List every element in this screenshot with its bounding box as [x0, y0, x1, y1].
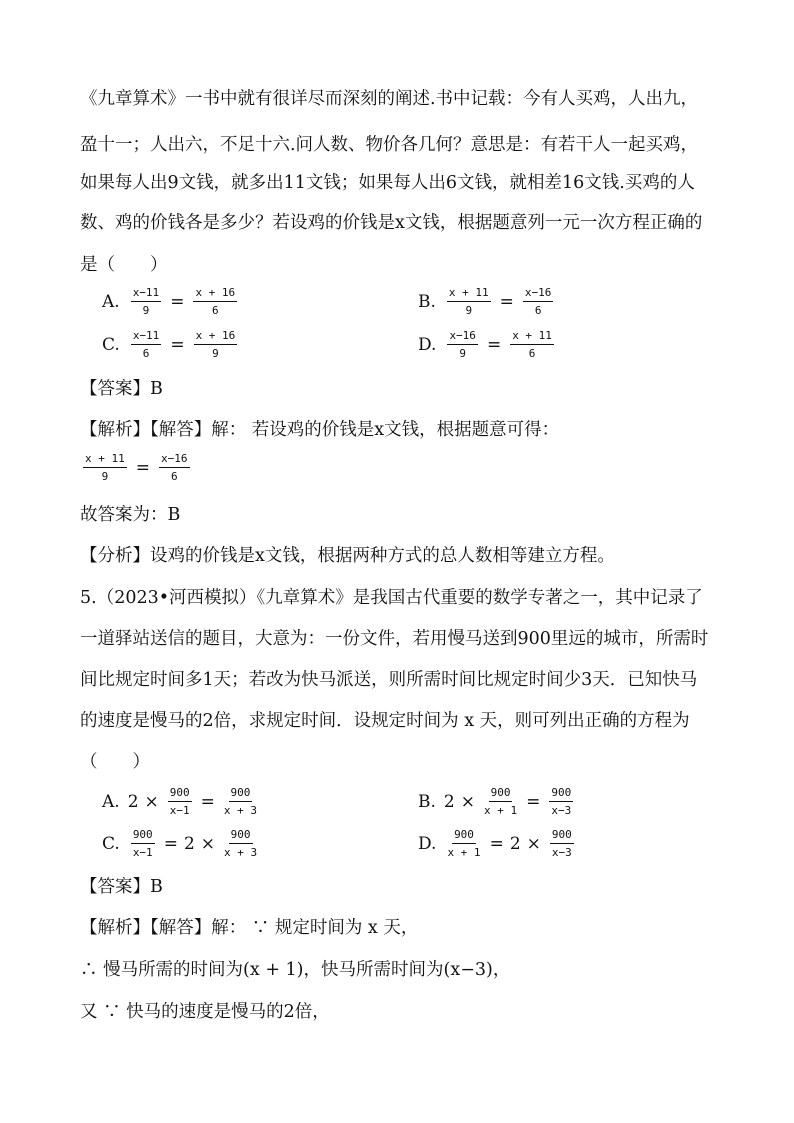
q4-option-c [102, 329, 240, 360]
q5-option-d [418, 828, 577, 859]
fraction: $\frac{900}{x-1}$ [169, 786, 190, 817]
fraction: $\frac{x-16}{6}$ [524, 286, 552, 317]
q5-solution-1: 【解析】【解答】解： ∵ 规定时间为 x 天， [80, 918, 419, 938]
fraction: $\frac{x + 11}{9}$ [85, 452, 125, 483]
coefficient: 2 [509, 833, 521, 854]
fraction: $\frac{x-11}{6}$ [132, 329, 160, 360]
q4-answer: 【答案】B [80, 379, 163, 399]
q4-analysis-intro: 【解析】【解答】解： 若设鸡的价钱是x文钱，根据题意可得： [80, 420, 560, 440]
q4-analysis-equation [80, 452, 193, 483]
fraction: $\frac{x-16}{6}$ [161, 452, 188, 483]
fraction: $\frac{900}{x + 3}$ [223, 786, 258, 817]
q4-option-d [418, 329, 557, 360]
coefficient: 2 [127, 791, 139, 812]
times-sign: × [144, 791, 159, 812]
q5-line-3: 间比规定时间多1天；若改为快马派送，则所需时间比规定时间少3天．已知快马 [80, 670, 698, 690]
coefficient: 2 [183, 833, 195, 854]
equals-sign: = [499, 291, 514, 312]
equals-sign: = [170, 291, 185, 312]
q4-line-2: 盈十一；人出六，不足十六.问人数、物价各几何？意思是：有若干人一起买鸡， [80, 135, 699, 155]
option-label: C. [102, 833, 120, 854]
option-label: D. [418, 833, 437, 854]
fraction: $\frac{x-16}{9}$ [449, 329, 476, 360]
fraction: $\frac{900}{x + 1}$ [483, 786, 518, 817]
option-label: B. [418, 291, 436, 312]
q5-line-2: 一道驿站送信的题目，大意为：一份文件，若用慢马送到900里远的城市，所需时 [80, 629, 709, 649]
q4-option-b [418, 286, 556, 317]
fraction: $\frac{x-11}{9}$ [132, 286, 160, 317]
fraction: $\frac{900}{x-1}$ [132, 828, 153, 859]
equals-sign: = [163, 833, 178, 854]
fraction: $\frac{x + 16}{9}$ [195, 329, 236, 360]
q5-solution-3: 又 ∵ 快马的速度是慢马的2倍， [80, 1002, 330, 1022]
fraction: $\frac{900}{x-3}$ [551, 786, 572, 817]
fraction: $\frac{x + 11}{6}$ [512, 329, 552, 360]
fraction: $\frac{900}{x + 3}$ [224, 828, 258, 859]
q5-answer: 【答案】B [80, 877, 163, 897]
fraction: $\frac{x + 11}{9}$ [448, 286, 489, 317]
q4-conclusion: 故答案为：B [80, 505, 181, 525]
option-label: D. [418, 334, 437, 355]
equals-sign: = [200, 791, 215, 812]
q5-line-1: 5.（2023•河西模拟）《九章算术》是我国古代重要的数学专著之一，其中记录了 [80, 588, 703, 608]
times-sign: × [526, 833, 541, 854]
q5-line-5: （ ） [80, 752, 150, 772]
equals-sign: = [486, 334, 502, 355]
option-label: A. [102, 291, 120, 312]
equals-sign: = [170, 334, 185, 355]
option-label: B. [418, 791, 436, 812]
q4-line-4: 数、鸡的价钱各是多少？若设鸡的价钱是x文钱，根据题意列一元一次方程正确的 [80, 213, 703, 233]
q5-option-c [102, 828, 260, 859]
option-label: C. [102, 334, 120, 355]
q4-line-5: 是（ ） [80, 255, 168, 275]
fraction: $\frac{900}{x + 1}$ [447, 828, 481, 859]
times-sign: × [460, 791, 475, 812]
times-sign: × [200, 833, 216, 854]
q5-option-b [418, 786, 576, 817]
fraction: $\frac{900}{x-3}$ [551, 828, 572, 859]
coefficient: 2 [443, 791, 455, 812]
q5-line-4: 的速度是慢马的2倍，求规定时间．设规定时间为 x 天，则可列出正确的方程为 [80, 711, 690, 731]
q5-option-a [102, 786, 260, 817]
q4-option-a [102, 286, 240, 317]
equals-sign: = [135, 457, 150, 478]
q4-line-1: 《九章算术》一书中就有很详尽而深刻的阐述.书中记载：今有人买鸡，人出九， [80, 89, 699, 109]
equals-sign: = [526, 791, 541, 812]
q4-line-3: 如果每人出9文钱，就多出11文钱；如果每人出6文钱，就相差16文钱.买鸡的人 [80, 173, 695, 193]
option-label: A. [102, 791, 120, 812]
fraction: $\frac{x + 16}{6}$ [195, 286, 236, 317]
q5-solution-2: ∴ 慢马所需的时间为(x + 1)，快马所需时间为(x−3)， [80, 960, 511, 980]
equals-sign: = [489, 833, 504, 854]
q4-analysis: 【分析】设鸡的价钱是x文钱，根据两种方式的总人数相等建立方程。 [80, 546, 615, 566]
